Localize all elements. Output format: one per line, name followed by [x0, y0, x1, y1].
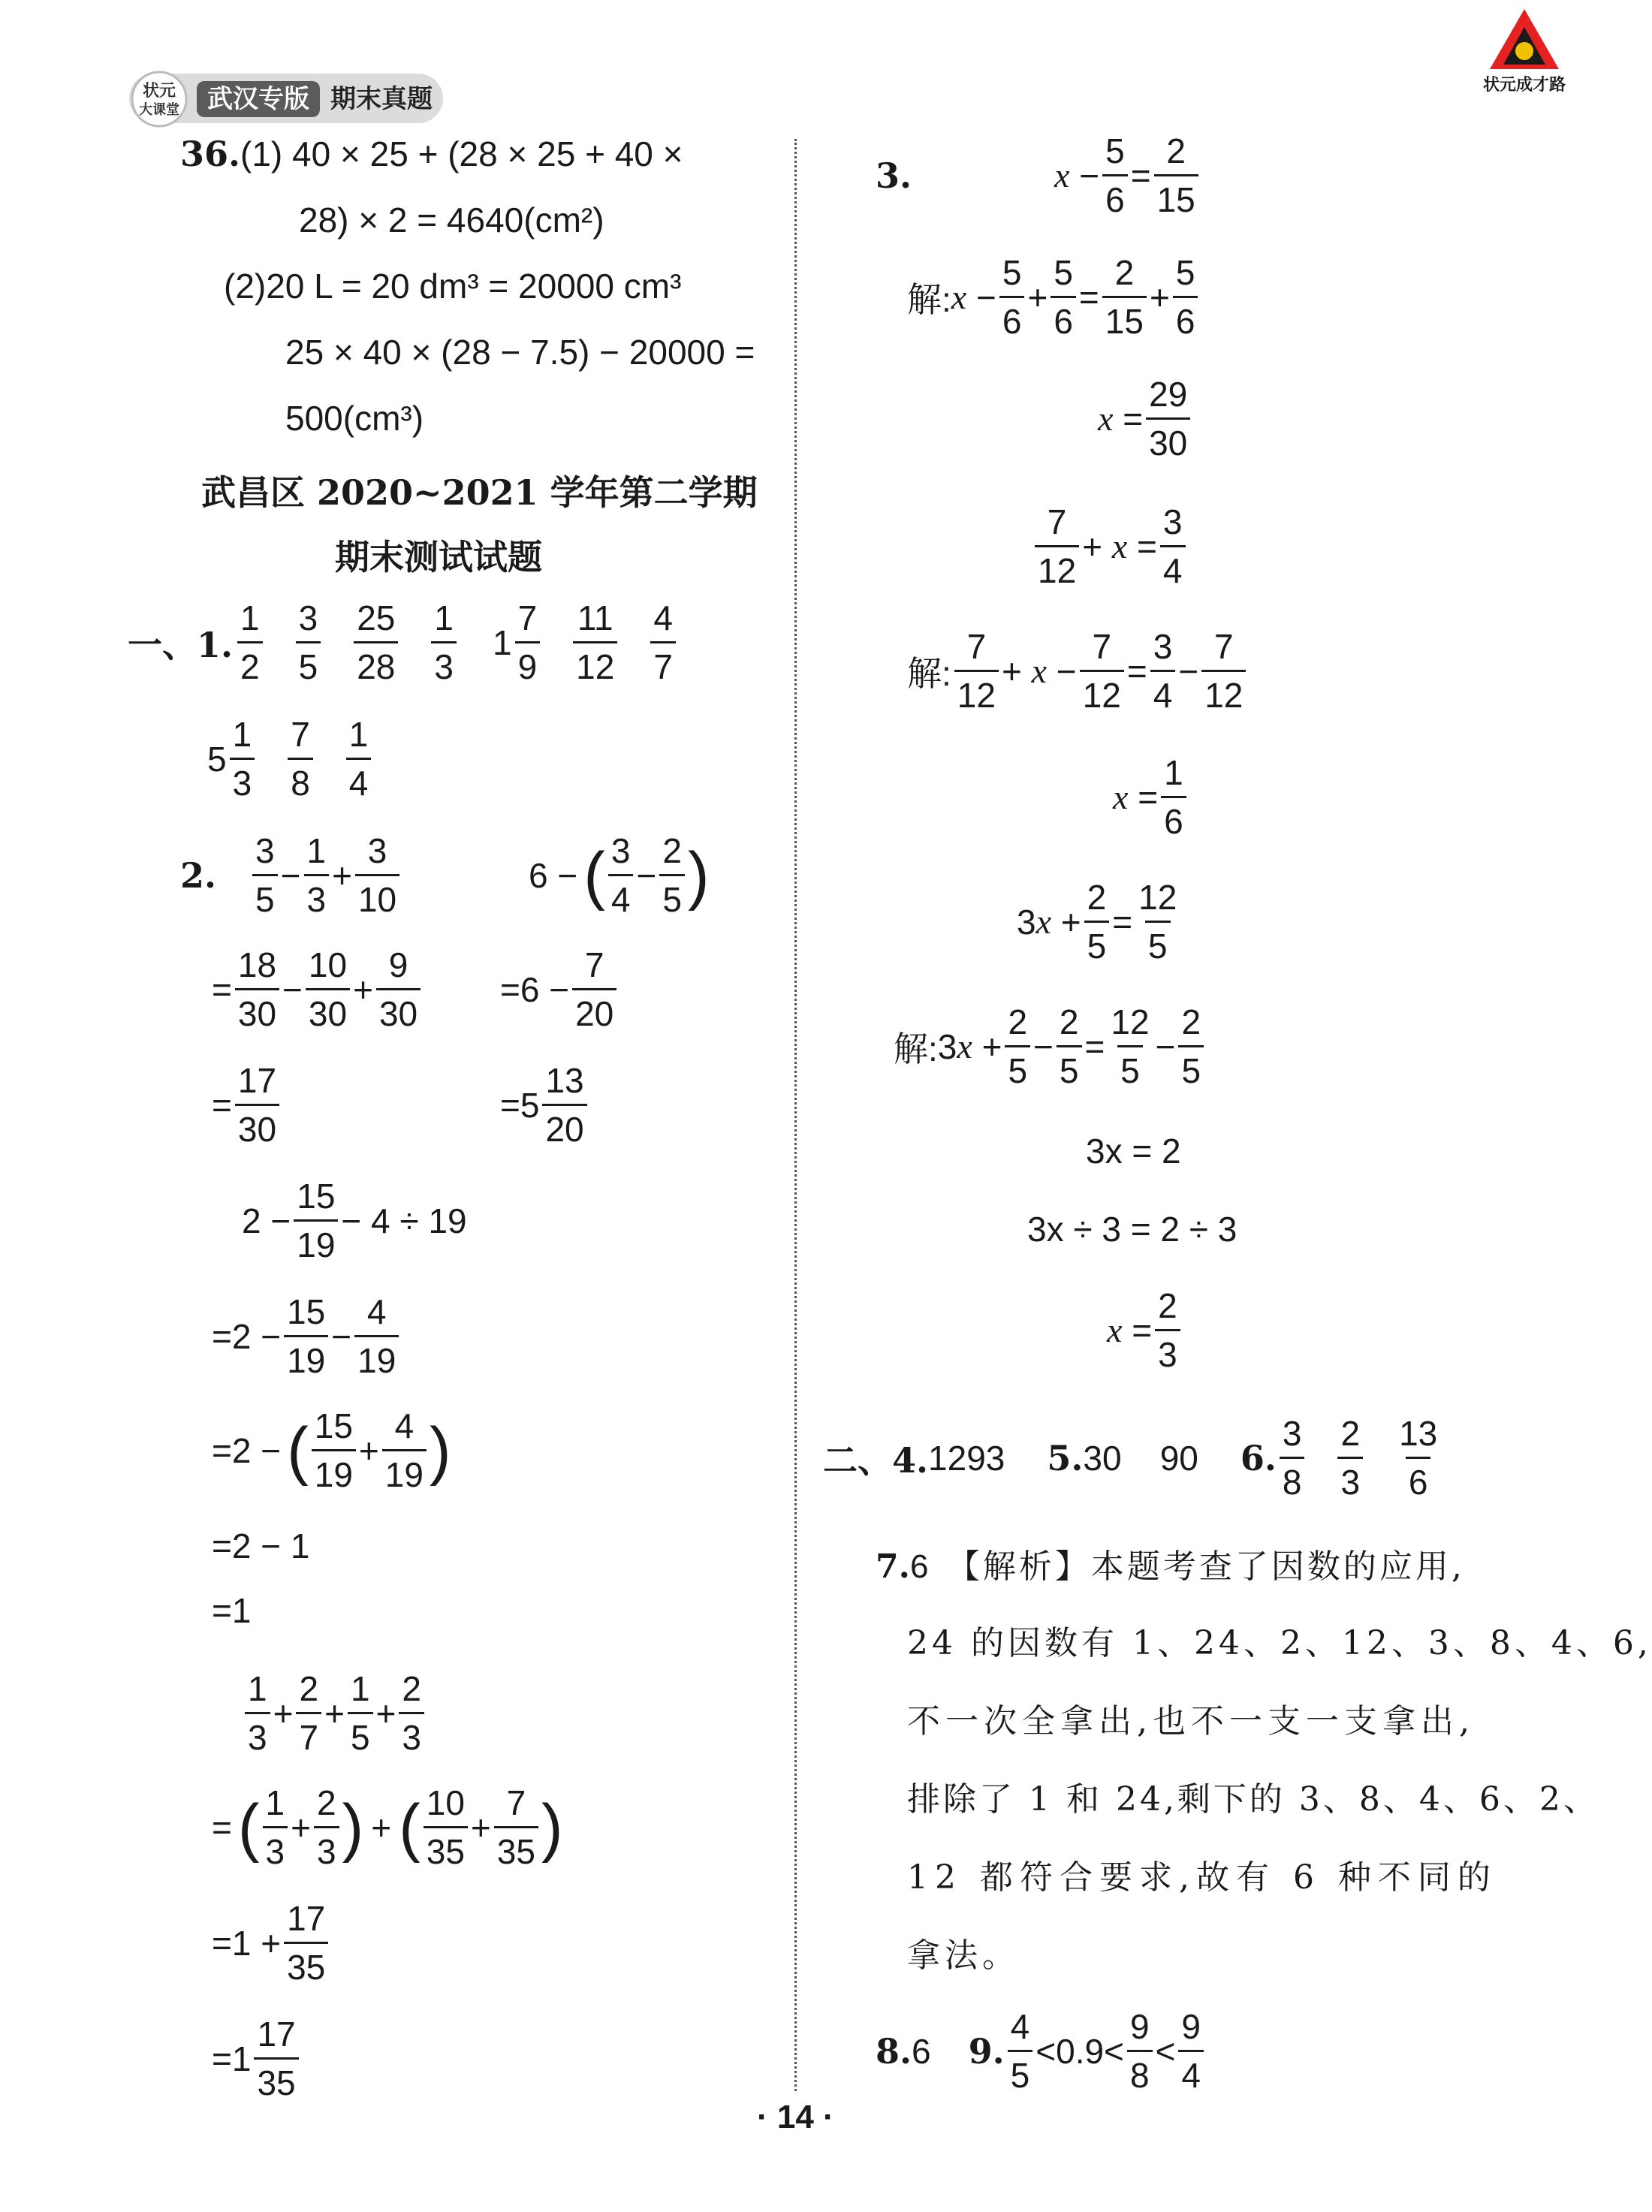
fraction: $\frac{2}{3}$ [1155, 1288, 1180, 1372]
svg-text:状元: 状元 [142, 81, 176, 101]
fraction: $\frac{10}{35}$ [424, 1786, 468, 1869]
column-divider [794, 139, 797, 2091]
fraction: $\frac{1}{2}$ [237, 601, 263, 684]
fraction: $\frac{3}{5}$ [252, 833, 278, 917]
fraction: $\frac{15}{19}$ [294, 1179, 338, 1262]
q9-number: 9. [968, 2030, 1005, 2072]
expr-lead: =5 [500, 1085, 540, 1125]
header-title: 期末真题 [330, 85, 433, 113]
q3-eq3: 3 x + $\frac{2}{5}$ = $\frac{12}{5}$ [1017, 880, 1183, 963]
q2-expr3-step1: =2 − $\frac{15}{19}$ − $\frac{4}{19}$ [212, 1294, 402, 1378]
q7-number: 7. [876, 1547, 910, 1586]
q7-line5: 12 都符合要求,故有 6 种不同的 [907, 1858, 1497, 1897]
q36-line2: 28) × 2 = 4640(cm²) [299, 200, 604, 240]
fraction: $\frac{2}{5}$ [1005, 1005, 1030, 1088]
fraction: $\frac{3}{10}$ [355, 833, 399, 917]
fraction: $\frac{7}{9}$ [515, 601, 541, 684]
fraction: $\frac{2}{3}$ [314, 1786, 339, 1869]
fraction: $\frac{29}{30}$ [1146, 377, 1190, 460]
q6-number: 6. [1240, 1437, 1277, 1478]
expr-lead: =1 [212, 2039, 252, 2078]
q2-expr4-step1: = ( $\frac{1}{3}$ + $\frac{2}{3}$ ) + ( $\frac{10}{35}$ + $\frac{7}{35}$ ) [212, 1783, 563, 1871]
part2-label: 二、4. [823, 1439, 929, 1481]
fraction: $\frac{7}{35}$ [494, 1786, 538, 1869]
fraction: $\frac{4}{19}$ [382, 1409, 427, 1492]
q2-expr1-step2: = $\frac{17}{30}$ [212, 1063, 282, 1147]
q5-answer: 30 90 [1083, 1438, 1198, 1478]
expr-lead: =1 + [212, 1923, 282, 1963]
fraction: $\frac{7}{12}$ [1035, 505, 1079, 588]
part2-row [823, 1414, 1443, 1502]
fraction: $\frac{1}{6}$ [1161, 755, 1186, 839]
fraction: $\frac{1}{4}$ [346, 717, 372, 800]
q2-expr3-step3: =2 − 1 [212, 1526, 310, 1566]
solve-label: 解: [894, 1029, 938, 1068]
q7-answer: 6 [909, 1548, 929, 1585]
q7-explanation: 【解析】本题考查了因数的应用, [946, 1547, 1465, 1586]
paren-open: ( [287, 1414, 309, 1487]
fraction: $\frac{1}{3}$ [230, 717, 255, 800]
q3-eq2-result: x = $\frac{1}{6}$ [1113, 755, 1189, 839]
fraction: $\frac{13}{20}$ [542, 1063, 586, 1147]
fraction: $\frac{7}{12}$ [1201, 629, 1246, 713]
fraction: $\frac{7}{12}$ [1080, 629, 1124, 713]
q8-q9-row: 8. 6 9. $\frac{4}{5}$ <0.9< $\frac{9}{8}$ < $\frac{9}{4}$ [876, 2009, 1207, 2093]
expr-lead: =6 − [500, 969, 570, 1009]
q1-label: 一、1. [128, 624, 234, 665]
brand-logo-icon [126, 68, 198, 129]
q3-eq3-step3: 3x ÷ 3 = 2 ÷ 3 [1027, 1210, 1237, 1249]
q7-line4: 排除了 1 和 24,剩下的 3、8、4、6、2、 [907, 1780, 1599, 1819]
fraction: $\frac{12}{5}$ [1138, 878, 1177, 966]
fraction: $\frac{2}{3}$ [399, 1671, 424, 1755]
fraction: $\frac{7}{8}$ [288, 717, 313, 800]
fraction: $\frac{3}{4}$ [1150, 629, 1176, 713]
fraction: $\frac{2}{5}$ [1178, 1005, 1204, 1088]
fraction: $\frac{2}{5}$ [659, 833, 685, 917]
fraction: $\frac{5}{6}$ [1173, 255, 1198, 339]
q3-eq1-result: x = $\frac{29}{30}$ [1098, 377, 1193, 460]
paren-close: ) [541, 1791, 563, 1864]
q3-eq1-step1: 解: x − $\frac{5}{6}$ + $\frac{5}{6}$ = $\frac{2}{15}$ + $\frac{5}{6}$ [907, 255, 1201, 339]
q5-number: 5. [1047, 1437, 1084, 1478]
fraction: $\frac{3}{4}$ [608, 833, 634, 917]
q2-expr2: 6 − ( $\frac{3}{4}$ − $\frac{2}{5}$ ) [529, 831, 710, 919]
q36-line1 [180, 134, 683, 174]
q3-eq3-result: x = $\frac{2}{3}$ [1107, 1288, 1183, 1372]
fraction: $\frac{5}{6}$ [1102, 134, 1128, 217]
fraction: $\frac{1}{5}$ [348, 1671, 373, 1755]
fraction: $\frac{15}{19}$ [284, 1294, 328, 1378]
fraction: $\frac{5}{6}$ [1051, 255, 1076, 339]
q7-line1 [876, 1539, 1465, 1587]
fraction: $\frac{4}{5}$ [1008, 2009, 1033, 2093]
mixed-whole: 5 [207, 739, 227, 779]
paren-close: ) [429, 1414, 451, 1487]
q36-number: 36. [180, 134, 241, 174]
fraction: $\frac{3}{4}$ [1160, 505, 1186, 588]
fraction: $\frac{15}{19}$ [312, 1409, 356, 1492]
paren-open: ( [237, 1791, 260, 1864]
publisher-name: 状元成才路 [1483, 75, 1566, 94]
fraction: $\frac{18}{30}$ [235, 948, 279, 1031]
q36-line4: 25 × 40 × (28 − 7.5) − 20000 = [285, 333, 755, 372]
fraction: $\frac{1}{3}$ [304, 833, 330, 917]
paren-open: ( [583, 839, 605, 912]
fraction: $\frac{2}{15}$ [1102, 255, 1147, 339]
q2-expr1: 2. $\frac{3}{5}$ − $\frac{1}{3}$ + $\frac{3}{10}$ [180, 833, 402, 917]
q2-expr3-step2: =2 − ( $\frac{15}{19}$ + $\frac{4}{19}$ ) [212, 1406, 451, 1494]
mixed-whole: 1 [492, 622, 512, 662]
q3-eq3-step2: 3x = 2 [1086, 1132, 1181, 1171]
q2-number: 2. [180, 854, 217, 896]
q1-row1 [128, 598, 679, 686]
fraction: $\frac{17}{30}$ [235, 1063, 279, 1147]
publisher-logo-icon [1487, 6, 1562, 72]
q8-number: 8. [876, 2030, 912, 2072]
q4-answer: 1293 [928, 1438, 1005, 1478]
q2-expr4-step2 [212, 1899, 331, 1987]
fraction: $\frac{10}{30}$ [306, 948, 350, 1031]
q3-number: 3. [876, 155, 912, 196]
q8-answer: 6 [912, 2031, 931, 2071]
fraction: $\frac{12}{5}$ [1111, 1002, 1150, 1090]
paren-open: ( [399, 1791, 421, 1864]
fraction: $\frac{17}{35}$ [254, 2017, 298, 2100]
solve-label: 解: [907, 279, 951, 319]
fraction: $\frac{3}{5}$ [296, 601, 321, 684]
fraction: $\frac{13}{6}$ [1399, 1414, 1438, 1502]
fraction: $\frac{4}{7}$ [650, 601, 676, 684]
q7-line3: 不一次全拿出,也不一支一支拿出, [907, 1702, 1475, 1740]
fraction: $\frac{3}{8}$ [1280, 1416, 1305, 1499]
expr-lead: 2 − [242, 1201, 291, 1240]
q9-comparison: <0.9< [1036, 2031, 1124, 2071]
expr-tail: − 4 ÷ 19 [341, 1201, 467, 1240]
fraction: $\frac{25}{28}$ [354, 601, 398, 684]
fraction: $\frac{5}{6}$ [999, 255, 1025, 339]
q36-line5: 500(cm³) [285, 399, 424, 438]
page-number: · 14 · [757, 2099, 834, 2135]
q2-expr2-step2 [500, 1063, 590, 1147]
fraction: $\frac{2}{5}$ [1084, 880, 1110, 963]
q2-expr2-step1 [500, 945, 620, 1033]
fraction: $\frac{9}{30}$ [376, 948, 421, 1031]
expr-lead: =2 − [212, 1430, 282, 1470]
fraction: $\frac{1}{3}$ [245, 1671, 270, 1755]
svg-text:大课堂: 大课堂 [139, 102, 179, 118]
q2-expr1-step1: = $\frac{18}{30}$ − $\frac{10}{30}$ + $\frac{9}{30}$ [212, 948, 424, 1031]
q3-eq2: $\frac{7}{12}$ + x = $\frac{3}{4}$ [1032, 505, 1189, 588]
q3-eq2-step1: 解: $\frac{7}{12}$ + x − $\frac{7}{12}$ = $\frac{3}{4}$ − $\frac{7}{12}$ [907, 629, 1249, 713]
fraction: $\frac{2}{5}$ [1057, 1005, 1082, 1088]
edition-tag: 武汉专版 [197, 81, 320, 117]
fraction: $\frac{9}{8}$ [1127, 2009, 1153, 2093]
fraction: $\frac{17}{35}$ [284, 1901, 328, 1984]
expr-lead: =2 − [212, 1316, 282, 1356]
q2-expr4: $\frac{1}{3}$ + $\frac{2}{7}$ + $\frac{1}{5}$ + $\frac{2}{3}$ [242, 1671, 427, 1755]
q2-expr4-step3 [212, 2017, 302, 2100]
q3-eq1: 3. x − $\frac{5}{6}$ = $\frac{2}{15}$ [876, 134, 1201, 217]
fraction: $\frac{2}{7}$ [296, 1671, 321, 1755]
fraction: $\frac{7}{12}$ [954, 629, 999, 713]
fraction: $\frac{4}{19}$ [354, 1294, 399, 1378]
q3-eq3-step1: 解: 3 x + $\frac{2}{5}$ − $\frac{2}{5}$ = $\frac{12}{5}$ − $\frac{2}{5}$ [894, 1005, 1207, 1088]
q36-text1: (1) 40 × 25 + (28 × 25 + 40 × [240, 134, 683, 173]
expr-lead: 6 − [529, 855, 578, 895]
solve-label: 解: [907, 653, 951, 693]
fraction: $\frac{1}{3}$ [431, 601, 457, 684]
paren-close: ) [342, 1791, 364, 1864]
fraction: $\frac{2}{15}$ [1154, 134, 1198, 217]
fraction: $\frac{7}{20}$ [572, 948, 616, 1031]
fraction: $\frac{9}{4}$ [1178, 2009, 1204, 2093]
q1-row2 [207, 715, 374, 803]
q7-line2: 24 的因数有 1、24、2、12、3、8、4、6, [907, 1624, 1652, 1662]
q2-expr3 [242, 1179, 467, 1262]
q7-line6: 拿法。 [907, 1936, 1020, 1975]
q36-line3: (2)20 L = 20 dm³ = 20000 cm³ [224, 267, 682, 306]
q2-expr3-step4: =1 [212, 1591, 252, 1630]
paren-close: ) [687, 839, 710, 912]
section-subtitle: 期末测试试题 [335, 537, 542, 577]
fraction: $\frac{2}{3}$ [1337, 1416, 1363, 1499]
fraction: $\frac{1}{3}$ [263, 1786, 288, 1869]
section-title: 武昌区 2020~2021 学年第二学期 [201, 472, 758, 513]
fraction: $\frac{11}{12}$ [573, 601, 617, 684]
